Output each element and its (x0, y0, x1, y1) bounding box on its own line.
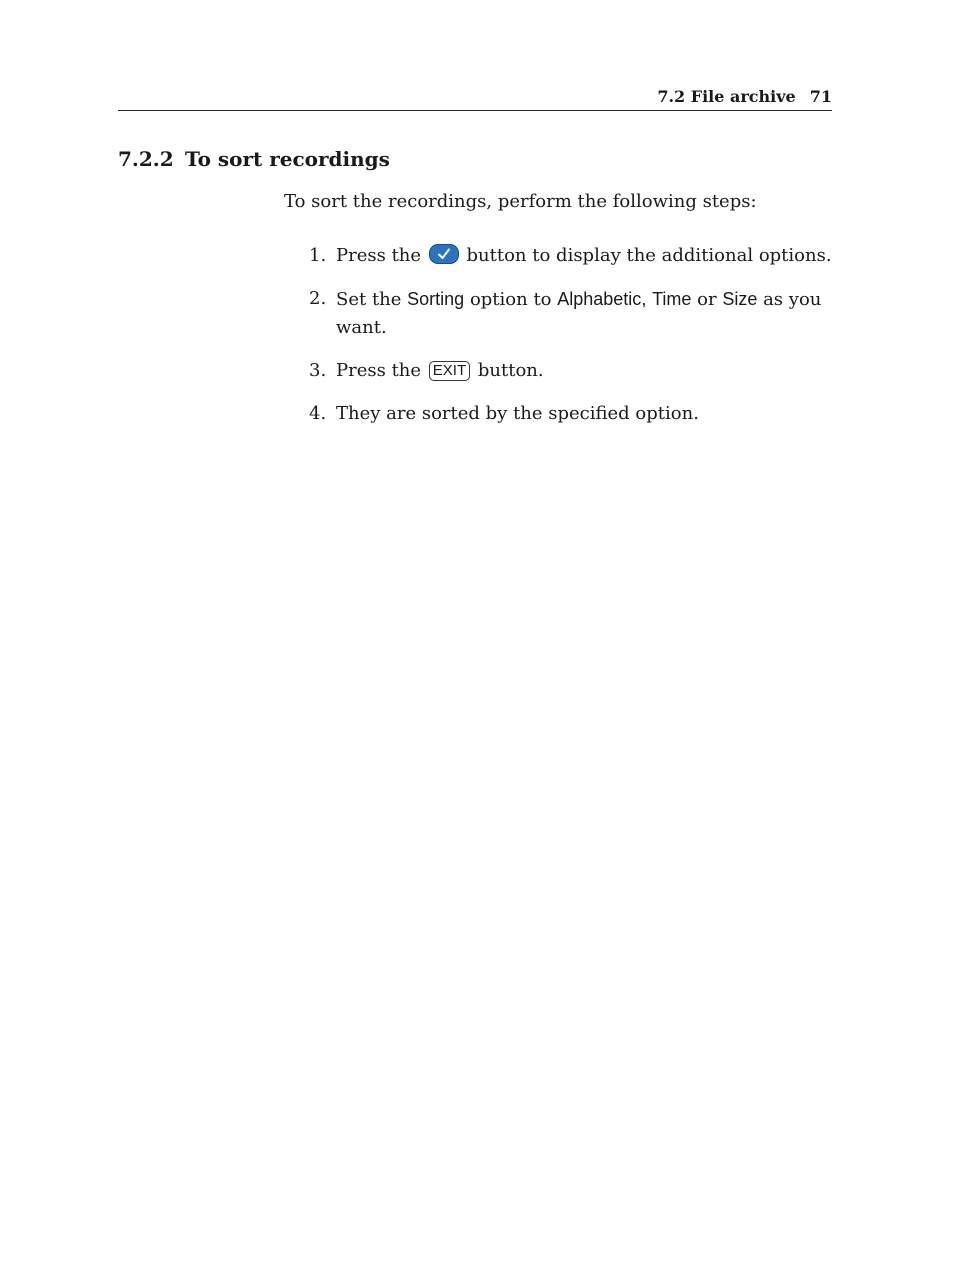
list-item (284, 357, 832, 385)
header-section-title: 7.2 File archive (657, 87, 796, 106)
option-value-alphabetic: Alphabetic (557, 289, 642, 309)
section-heading (118, 144, 390, 174)
exit-key: EXIT (429, 361, 470, 381)
list-item (284, 400, 832, 428)
step-marker: 3. (309, 360, 327, 381)
separator: , (641, 289, 647, 309)
step-marker: 1. (309, 245, 327, 266)
step-text: option to (469, 289, 552, 310)
running-header (118, 86, 832, 111)
option-name: Sorting (407, 289, 465, 309)
step-text: Set the (336, 289, 402, 310)
list-item (284, 285, 832, 342)
option-value-time: Time (652, 289, 692, 309)
step-text: Press the (336, 360, 422, 381)
check-icon (429, 244, 459, 264)
step-text: button to display the additional options. (466, 245, 832, 266)
step-text: They are sorted by the specified option. (336, 403, 699, 424)
step-marker: 4. (309, 403, 327, 424)
page-number: 71 (809, 87, 832, 106)
step-marker: 2. (309, 288, 327, 309)
steps-list (284, 242, 832, 443)
step-text: as you want. (336, 289, 822, 338)
step-text: or (697, 289, 717, 310)
step-text: button. (477, 360, 544, 381)
option-value-size: Size (722, 289, 758, 309)
list-item (284, 242, 832, 270)
step-text: Press the (336, 245, 422, 266)
section-title: To sort recordings (185, 147, 390, 171)
section-number: 7.2.2 (118, 147, 174, 171)
intro-paragraph: To sort the recordings, perform the following steps: (284, 191, 757, 212)
